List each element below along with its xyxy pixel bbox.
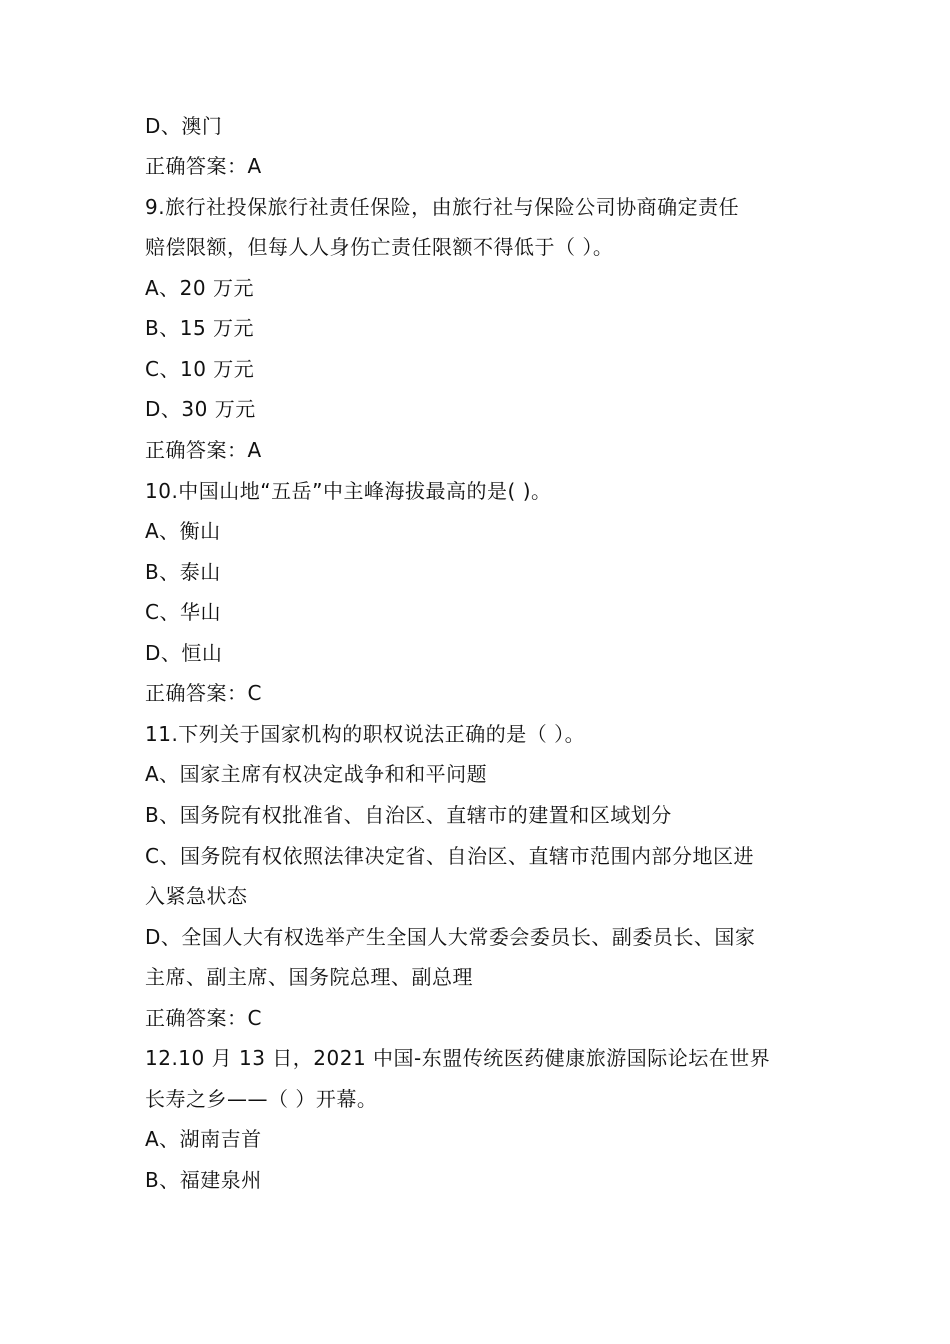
answer-q11: 正确答案：C: [145, 1006, 262, 1030]
option-d-q10: D、恒山: [145, 641, 223, 665]
question-12-line-2: 长寿之乡——（ ）开幕。: [145, 1087, 378, 1111]
option-c-q11-line-1: C、国务院有权依照法律决定省、自治区、直辖市范围内部分地区进: [145, 844, 754, 868]
answer-q9: 正确答案：A: [145, 438, 262, 462]
option-d-q11-line-2: 主席、副主席、国务院总理、副总理: [145, 965, 473, 989]
question-11: 11.下列关于国家机构的职权说法正确的是（ ）。: [145, 722, 586, 746]
option-a-q11: A、国家主席有权决定战争和和平问题: [145, 762, 488, 786]
option-b-q9: B、15 万元: [145, 316, 255, 340]
question-12-line-1: 12.10 月 13 日，2021 中国-东盟传统医药健康旅游国际论坛在世界: [145, 1046, 771, 1070]
option-b-q12: B、福建泉州: [145, 1168, 262, 1192]
option-b-q11: B、国务院有权批准省、自治区、直辖市的建置和区域划分: [145, 803, 672, 827]
option-a-q10: A、衡山: [145, 519, 221, 543]
answer-q10: 正确答案：C: [145, 681, 262, 705]
option-c-q10: C、华山: [145, 600, 221, 624]
question-9-line-2: 赔偿限额，但每人人身伤亡责任限额不得低于（ ）。: [145, 235, 614, 259]
option-b-q10: B、泰山: [145, 560, 221, 584]
option-d-q11-line-1: D、全国人大有权选举产生全国人大常委会委员长、副委员长、国家: [145, 925, 756, 949]
option-a-q9: A、20 万元: [145, 276, 254, 300]
option-c-q9: C、10 万元: [145, 357, 255, 381]
option-c-q11-line-2: 入紧急状态: [145, 884, 248, 908]
answer-q8: 正确答案：A: [145, 154, 262, 178]
question-10: 10.中国山地“五岳”中主峰海拔最高的是( )。: [145, 479, 552, 503]
question-9-line-1: 9.旅行社投保旅行社责任保险，由旅行社与保险公司协商确定责任: [145, 195, 740, 219]
option-d-q8: D、澳门: [145, 114, 223, 138]
option-a-q12: A、湖南吉首: [145, 1127, 262, 1151]
option-d-q9: D、30 万元: [145, 397, 256, 421]
